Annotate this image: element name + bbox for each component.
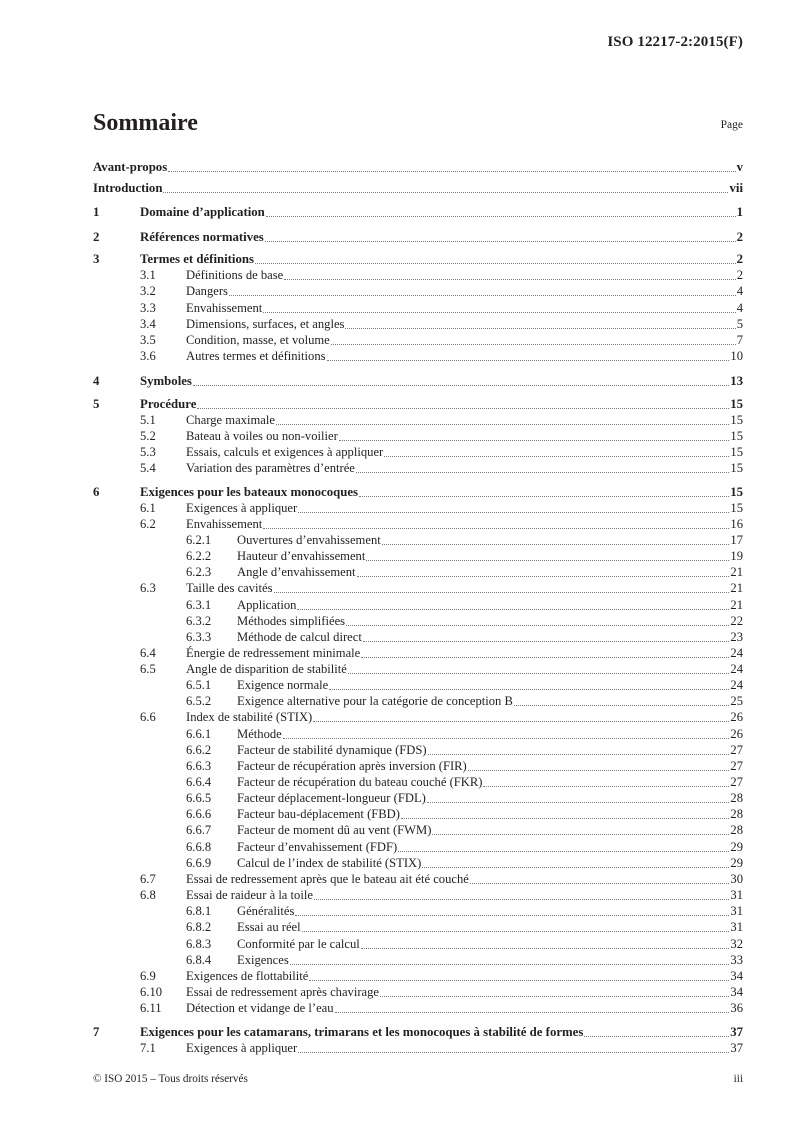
toc-entry-number: 3.3 [140, 301, 156, 315]
toc-entry[interactable] [186, 629, 743, 645]
dot-leader [348, 673, 730, 674]
dot-leader [329, 689, 729, 690]
toc-entry[interactable] [140, 516, 743, 532]
toc-entry-title: Essais, calculs et exigences à appliquer [186, 445, 384, 459]
toc-entry-page: 31 [730, 920, 743, 934]
dot-leader [274, 592, 730, 593]
toc-entry-number: 6.6.5 [186, 791, 212, 805]
toc-entry-page: 24 [730, 678, 743, 692]
toc-entry[interactable] [93, 373, 743, 389]
toc-entry[interactable] [140, 444, 743, 460]
toc-entry-number: 6.1 [140, 501, 156, 515]
toc-entry[interactable] [186, 758, 743, 774]
toc-entry-title: Méthodes simplifiées [237, 614, 346, 628]
toc-entry-page: 10 [730, 349, 743, 363]
toc-entry-page: 36 [730, 1001, 743, 1015]
toc-entry-number: 6.8 [140, 888, 156, 902]
toc-entry-page: 7 [736, 333, 743, 347]
dot-leader [168, 171, 735, 172]
toc-entry-number: 6.2 [140, 517, 156, 531]
toc-entry-number: 6.6.9 [186, 856, 212, 870]
toc-entry-title: Essai de redressement après chavirage [186, 985, 380, 999]
toc-entry-number: 6.3.2 [186, 614, 212, 628]
toc-entry-number: 2 [93, 230, 100, 244]
toc-entry-number: 6.6 [140, 710, 156, 724]
toc-entry-number: 6.3.1 [186, 598, 212, 612]
toc-entry-title: Références normatives [140, 230, 264, 244]
dot-leader [398, 851, 729, 852]
toc-entry[interactable] [93, 159, 743, 175]
toc-entry-title: Dimensions, surfaces, et angles [186, 317, 345, 331]
dot-leader [428, 754, 730, 755]
toc-entry[interactable] [140, 283, 743, 299]
toc-entry-number: 5.1 [140, 413, 156, 427]
toc-entry[interactable] [140, 316, 743, 332]
toc-entry-page: 2 [736, 252, 743, 266]
toc-entry[interactable] [186, 774, 743, 790]
toc-entry[interactable] [186, 919, 743, 935]
toc-entry-title: Angle d’envahissement [237, 565, 356, 579]
dot-leader [263, 528, 729, 529]
toc-entry[interactable] [140, 412, 743, 428]
toc-entry[interactable] [140, 460, 743, 476]
dot-leader [255, 263, 736, 264]
toc-entry-page: 15 [730, 413, 743, 427]
toc-entry-number: 6.6.4 [186, 775, 212, 789]
toc-entry-page: 17 [730, 533, 743, 547]
toc-entry-number: 1 [93, 205, 100, 219]
dot-leader [359, 496, 729, 497]
toc-entry-title: Exigences [237, 953, 289, 967]
dot-leader [309, 980, 729, 981]
toc-entry[interactable] [186, 855, 743, 871]
toc-entry-title: Domaine d’application [140, 205, 265, 219]
toc-entry-number: 5.4 [140, 461, 156, 475]
dot-leader [331, 344, 736, 345]
toc-entry-page: 28 [730, 807, 743, 821]
toc-entry[interactable] [186, 839, 743, 855]
toc-entry-title: Angle de disparition de stabilité [186, 662, 347, 676]
toc-entry-page: 31 [730, 904, 743, 918]
dot-leader [514, 705, 730, 706]
toc-entry-title: Facteur de récupération du bateau couché (FKR) [237, 775, 483, 789]
toc-entry-page: 22 [730, 614, 743, 628]
toc-entry-title: Exigences à appliquer [186, 1041, 298, 1055]
toc-entry-title: Exigence alternative pour la catégorie de conception B [237, 694, 513, 708]
toc-entry-page: 34 [730, 969, 743, 983]
toc-entry-title: Charge maximale [186, 413, 275, 427]
dot-leader [346, 625, 729, 626]
toc-entry[interactable] [140, 1040, 743, 1056]
toc-entry-title: Calcul de l’index de stabilité (STIX) [237, 856, 422, 870]
toc-entry-title: Essai au réel [237, 920, 301, 934]
toc-entry-number: 6.9 [140, 969, 156, 983]
toc-entry-page: 27 [730, 759, 743, 773]
toc-entry[interactable] [93, 251, 743, 267]
toc-entry[interactable] [186, 903, 743, 919]
toc-entry[interactable] [186, 822, 743, 838]
toc-entry-page: 15 [730, 429, 743, 443]
toc-entry-page: 27 [730, 743, 743, 757]
toc-entry[interactable] [140, 661, 743, 677]
dot-leader [361, 657, 729, 658]
dot-leader [422, 867, 729, 868]
dot-leader [401, 818, 729, 819]
toc-entry[interactable] [140, 968, 743, 984]
toc-entry-number: 6.8.2 [186, 920, 212, 934]
dot-leader [283, 738, 730, 739]
toc-entry-page: 15 [730, 501, 743, 515]
toc-entry-title: Symboles [140, 374, 192, 388]
toc-entry-title: Détection et vidange de l’eau [186, 1001, 334, 1015]
dot-leader [295, 915, 729, 916]
toc-entry[interactable] [140, 984, 743, 1000]
dot-leader [290, 964, 730, 965]
toc-entry[interactable] [186, 532, 743, 548]
toc-entry-page: 15 [730, 445, 743, 459]
toc-entry-title: Facteur de récupération après inversion (FIR) [237, 759, 467, 773]
toc-entry-page: 21 [730, 565, 743, 579]
toc-entry[interactable] [93, 204, 743, 220]
toc-entry[interactable] [186, 726, 743, 742]
toc-entry[interactable] [93, 180, 743, 196]
toc-entry-title: Introduction [93, 181, 163, 195]
dot-leader [276, 424, 729, 425]
toc-entry-number: 6.3 [140, 581, 156, 595]
toc-entry-title: Ouvertures d’envahissement [237, 533, 381, 547]
toc-entry[interactable] [140, 887, 743, 903]
toc-entry-number: 6.6.3 [186, 759, 212, 773]
toc-entry-title: Facteur de stabilité dynamique (FDS) [237, 743, 427, 757]
dot-leader [229, 295, 736, 296]
toc-entry-page: 30 [730, 872, 743, 886]
toc-entry-title: Autres termes et définitions [186, 349, 326, 363]
dot-leader [366, 560, 729, 561]
toc-entry-page: 21 [730, 598, 743, 612]
dot-leader [356, 472, 730, 473]
toc-entry-page: 27 [730, 775, 743, 789]
toc-entry-title: Application [237, 598, 297, 612]
toc-entry-title: Variation des paramètres d’entrée [186, 461, 355, 475]
toc-entry[interactable] [186, 806, 743, 822]
toc-entry-page: 26 [730, 710, 743, 724]
toc-entry-number: 4 [93, 374, 100, 388]
toc-entry-page: 24 [730, 662, 743, 676]
toc-entry[interactable] [93, 229, 743, 245]
dot-leader [335, 1012, 730, 1013]
toc-entry[interactable] [140, 267, 743, 283]
dot-leader [298, 512, 729, 513]
toc-entry-title: Exigences pour les bateaux monocoques [140, 485, 359, 499]
toc-entry-page: 2 [736, 268, 743, 282]
toc-entry-title: Condition, masse, et volume [186, 333, 330, 347]
toc-entry-title: Généralités [237, 904, 295, 918]
toc-entry-page: 32 [730, 937, 743, 951]
dot-leader [265, 241, 736, 242]
dot-leader [163, 192, 728, 193]
toc-entry-page: vii [729, 181, 743, 195]
dot-leader [297, 609, 729, 610]
toc-entry-page: 16 [730, 517, 743, 531]
toc-entry-number: 6.5.2 [186, 694, 212, 708]
dot-leader [380, 996, 729, 997]
toc-entry-number: 6.2.2 [186, 549, 212, 563]
toc-entry-title: Exigences pour les catamarans, trimarans et les monocoques à stabilité de formes [140, 1025, 584, 1039]
toc-entry-title: Facteur bau-déplacement (FBD) [237, 807, 400, 821]
toc-entry-number: 6.6.8 [186, 840, 212, 854]
toc-entry-number: 3.5 [140, 333, 156, 347]
dot-leader [470, 883, 730, 884]
toc-entry[interactable] [140, 645, 743, 661]
toc-entry[interactable] [186, 742, 743, 758]
toc-entry-number: 3.2 [140, 284, 156, 298]
toc-entry-page: 23 [730, 630, 743, 644]
toc-entry-number: 5 [93, 397, 100, 411]
dot-leader [382, 544, 730, 545]
toc-entry-number: 6.6.1 [186, 727, 212, 741]
toc-entry-page: 13 [730, 374, 743, 388]
dot-leader [584, 1036, 729, 1037]
toc-entry-number: 6.7 [140, 872, 156, 886]
toc-entry-title: Essai de raideur à la toile [186, 888, 313, 902]
toc-entry[interactable] [140, 348, 743, 364]
dot-leader [427, 802, 730, 803]
toc-entry[interactable] [186, 952, 743, 968]
toc-entry-number: 6.6.6 [186, 807, 212, 821]
toc-entry[interactable] [186, 548, 743, 564]
dot-leader [432, 834, 729, 835]
toc-entry-number: 6 [93, 485, 100, 499]
toc-entry-page: 4 [736, 284, 743, 298]
toc-entry[interactable] [186, 564, 743, 580]
dot-leader [314, 899, 729, 900]
dot-leader [357, 576, 730, 577]
toc-entry-number: 6.11 [140, 1001, 162, 1015]
toc-entry-page: 19 [730, 549, 743, 563]
toc-entry-title: Envahissement [186, 517, 263, 531]
toc-entry-title: Exigences de flottabilité [186, 969, 309, 983]
toc-entry[interactable] [140, 871, 743, 887]
toc-entry-number: 6.2.1 [186, 533, 212, 547]
toc-entry[interactable] [186, 693, 743, 709]
toc-entry-number: 6.4 [140, 646, 156, 660]
toc-entry-number: 6.5 [140, 662, 156, 676]
toc-entry-number: 6.3.3 [186, 630, 212, 644]
toc-entry[interactable] [186, 677, 743, 693]
toc-entry-title: Envahissement [186, 301, 263, 315]
dot-leader [468, 770, 730, 771]
dot-leader [345, 328, 735, 329]
toc-entry-page: 15 [730, 397, 743, 411]
toc-entry[interactable] [140, 709, 743, 725]
toc-entry-title: Définitions de base [186, 268, 284, 282]
toc-entry-title: Conformité par le calcul [237, 937, 360, 951]
toc-entry-page: 28 [730, 823, 743, 837]
toc-entry-page: 31 [730, 888, 743, 902]
toc-entry-page: 33 [730, 953, 743, 967]
toc-entry-title: Énergie de redressement minimale [186, 646, 361, 660]
toc-entry-page: 1 [736, 205, 743, 219]
toc-entry-page: 37 [730, 1041, 743, 1055]
toc-entry[interactable] [140, 580, 743, 596]
toc-entry-page: 29 [730, 840, 743, 854]
toc-entry-number: 3 [93, 252, 100, 266]
toc-entry-title: Méthode [237, 727, 282, 741]
footer-copyright: © ISO 2015 – Tous droits réservés [93, 1073, 248, 1085]
dot-leader [193, 385, 729, 386]
toc-entry-title: Essai de redressement après que le bateau ait été couché [186, 872, 469, 886]
toc-entry-title: Index de stabilité (STIX) [186, 710, 313, 724]
toc-entry-page: 15 [730, 461, 743, 475]
toc-entry-title: Exigences à appliquer [186, 501, 298, 515]
toc-entry-number: 6.2.3 [186, 565, 212, 579]
toc-entry-page: 25 [730, 694, 743, 708]
toc-entry-page: 24 [730, 646, 743, 660]
toc-entry-number: 5.2 [140, 429, 156, 443]
footer-page-number: iii [733, 1073, 743, 1085]
toc-entry-title: Bateau à voiles ou non-voilier [186, 429, 338, 443]
toc-entry-page: 26 [730, 727, 743, 741]
toc-entry-title: Facteur d’envahissement (FDF) [237, 840, 398, 854]
toc-entry-title: Avant-propos [93, 160, 168, 174]
toc-entry-number: 6.8.3 [186, 937, 212, 951]
dot-leader [483, 786, 729, 787]
toc-entry-page: 28 [730, 791, 743, 805]
dot-leader [197, 408, 729, 409]
toc-entry-number: 6.8.1 [186, 904, 212, 918]
toc-entry-number: 6.5.1 [186, 678, 212, 692]
toc-entry-title: Termes et définitions [140, 252, 254, 266]
toc-entry-title: Facteur de moment dû au vent (FWM) [237, 823, 432, 837]
toc-entry-title: Taille des cavités [186, 581, 273, 595]
toc-entry[interactable] [186, 936, 743, 952]
toc-entry-number: 6.8.4 [186, 953, 212, 967]
toc-entry[interactable] [186, 613, 743, 629]
document-id-header: ISO 12217-2:2015(F) [607, 34, 743, 50]
dot-leader [266, 216, 736, 217]
toc-entry[interactable] [140, 332, 743, 348]
toc-entry-number: 6.6.2 [186, 743, 212, 757]
toc-entry[interactable] [186, 790, 743, 806]
toc-entry-title: Hauteur d’envahissement [237, 549, 366, 563]
toc-entry-page: 37 [730, 1025, 743, 1039]
toc-entry-page: 5 [736, 317, 743, 331]
toc-entry[interactable] [186, 597, 743, 613]
dot-leader [302, 931, 730, 932]
toc-entry[interactable] [140, 428, 743, 444]
toc-entry-page: v [736, 160, 743, 174]
toc-entry-number: 3.1 [140, 268, 156, 282]
toc-entry-page: 29 [730, 856, 743, 870]
toc-entry[interactable] [140, 300, 743, 316]
toc-entry-number: 6.6.7 [186, 823, 212, 837]
toc-entry-page: 34 [730, 985, 743, 999]
dot-leader [313, 721, 729, 722]
toc-entry-title: Procédure [140, 397, 197, 411]
dot-leader [327, 360, 730, 361]
dot-leader [339, 440, 730, 441]
toc-entry-number: 6.10 [140, 985, 163, 999]
toc-entry-title: Facteur déplacement-longueur (FDL) [237, 791, 426, 805]
toc-entry-number: 7.1 [140, 1041, 156, 1055]
toc-entry-number: 5.3 [140, 445, 156, 459]
toc-entry-page: 4 [736, 301, 743, 315]
toc-entry-page: 15 [730, 485, 743, 499]
toc-entry[interactable] [140, 1000, 743, 1016]
dot-leader [384, 456, 729, 457]
toc-entry[interactable] [93, 1024, 743, 1040]
toc-entry-page: 2 [736, 230, 743, 244]
toc-entry[interactable] [93, 396, 743, 412]
dot-leader [363, 641, 730, 642]
dot-leader [263, 312, 735, 313]
toc-entry-title: Méthode de calcul direct [237, 630, 362, 644]
toc-entry-title: Exigence normale [237, 678, 329, 692]
toc-entry-number: 3.6 [140, 349, 156, 363]
page-column-label: Page [720, 119, 743, 131]
dot-leader [298, 1052, 729, 1053]
toc-entry[interactable] [93, 484, 743, 500]
dot-leader [361, 948, 730, 949]
toc-entry-page: 21 [730, 581, 743, 595]
toc-title: Sommaire [93, 110, 198, 136]
toc-entry[interactable] [140, 500, 743, 516]
dot-leader [284, 279, 735, 280]
toc-entry-number: 7 [93, 1025, 100, 1039]
toc-entry-title: Dangers [186, 284, 228, 298]
toc-entry-number: 3.4 [140, 317, 156, 331]
